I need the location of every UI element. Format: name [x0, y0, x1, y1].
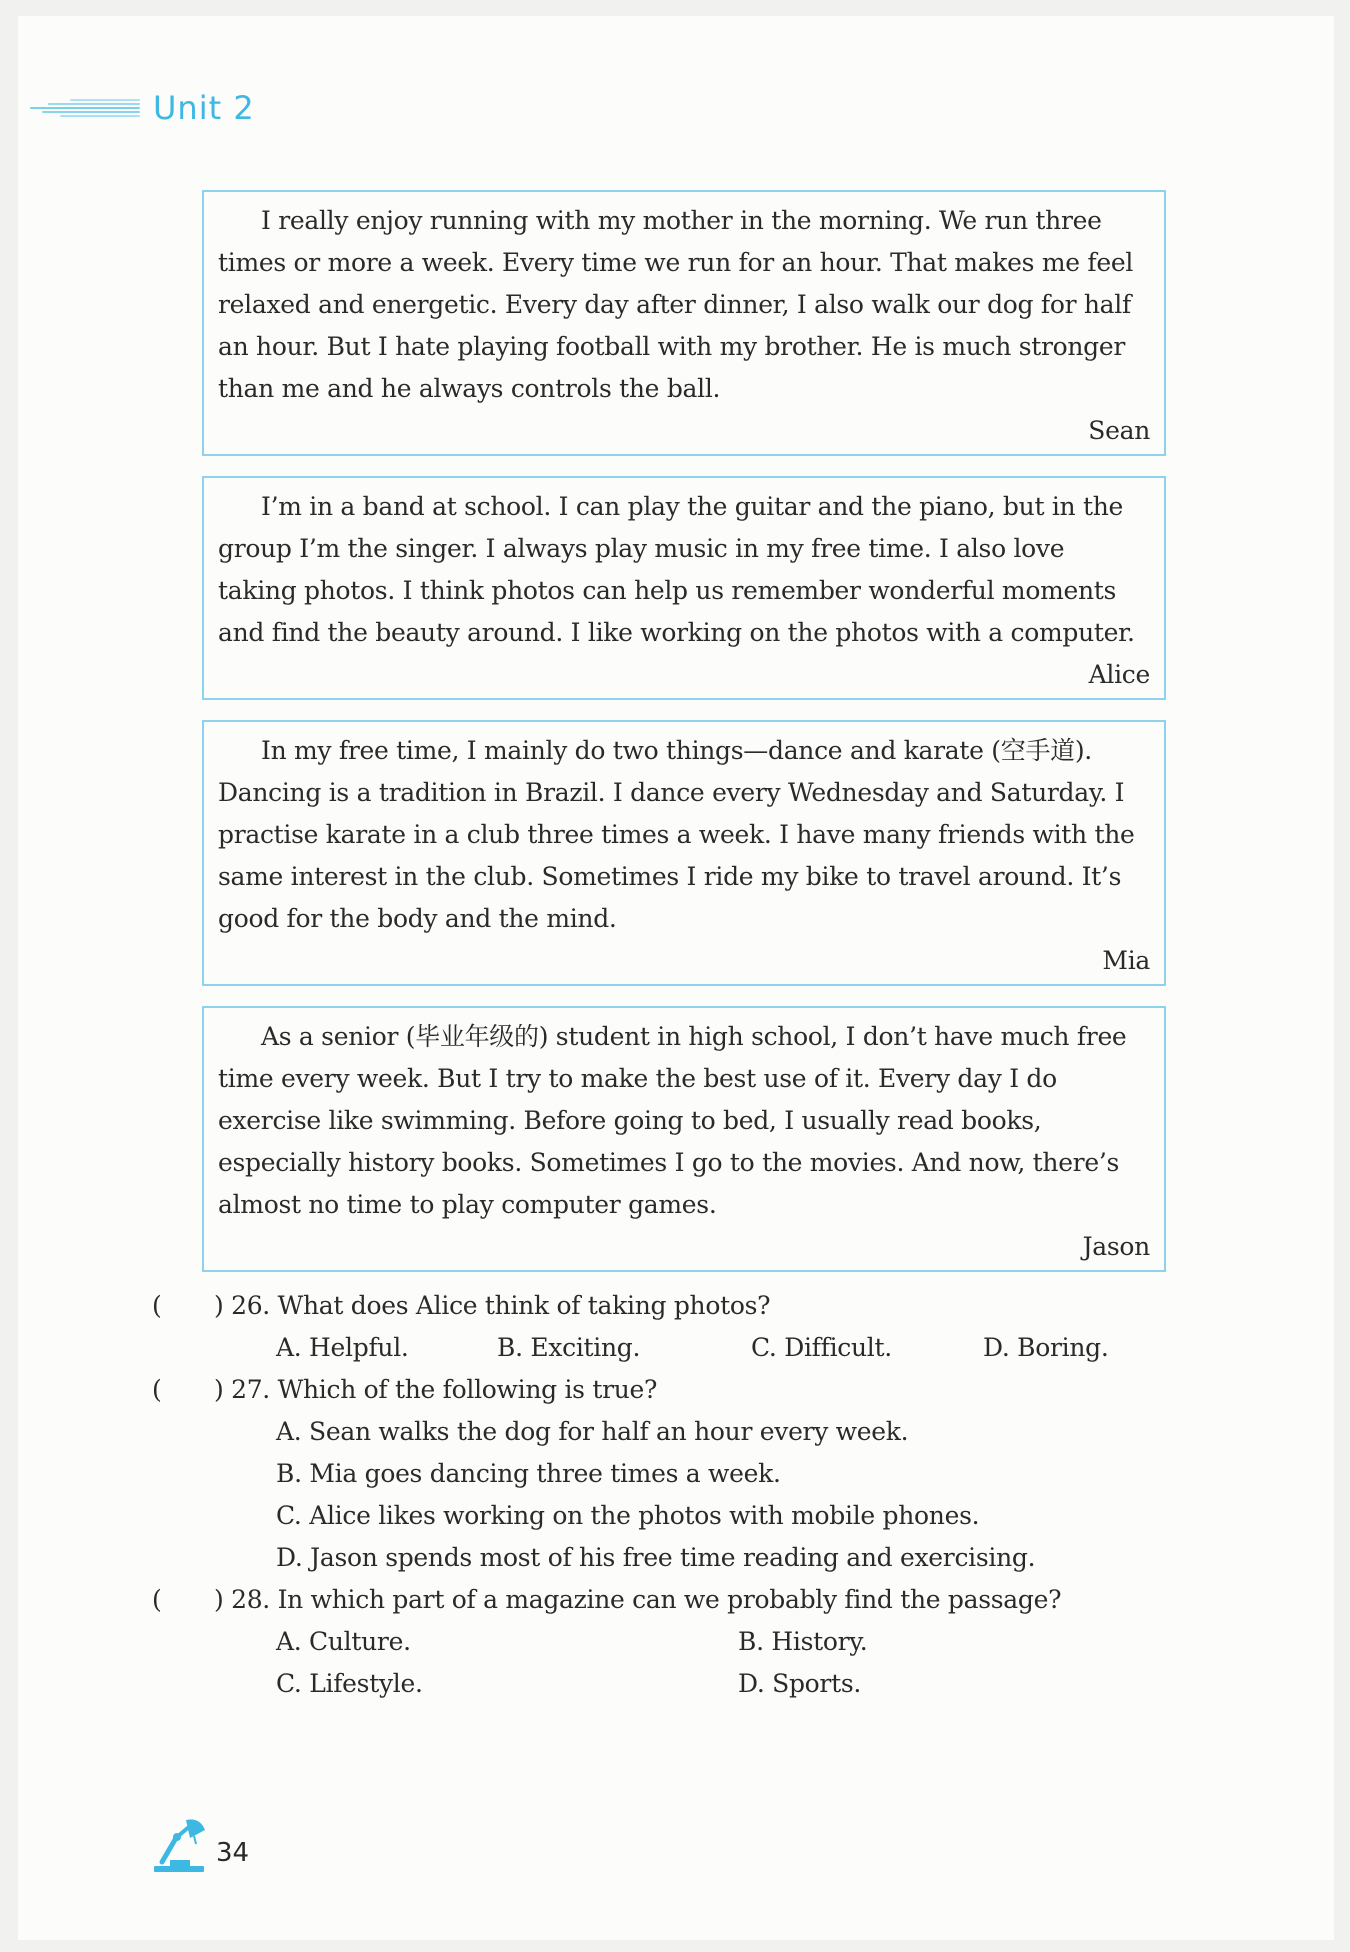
option-b: B. Mia goes dancing three times a week.: [276, 1459, 781, 1488]
option-a: A. Helpful.: [276, 1333, 409, 1362]
passage-box-sean: [202, 190, 1166, 456]
option-c: C. Alice likes working on the photos with mobile phones.: [276, 1501, 980, 1530]
page-number: 34: [216, 1838, 250, 1868]
option-c: C. Lifestyle.: [276, 1669, 423, 1698]
answer-bracket[interactable]: (: [152, 1375, 162, 1404]
passage-text: As a senior (毕业年级的) student in high school, I don’t have much free time every week. But I try to make the best use of it. Every day I do exercise like swimming. Before going to bed, I usually read books, especially history books. Sometimes I go to the movies. And now, there’s almost no time to play computer games.: [218, 1022, 1127, 1219]
passage-text: In my free time, I mainly do two things—dance and karate (空手道). Dancing is a tradition in Brazil. I dance every Wednesday and Saturday. I practise karate in a club three times a week. I have many friends with the same interest in the club. Sometimes I ride my bike to travel around. It’s good for the body and the mind.: [218, 736, 1135, 933]
passage-author: Mia: [1102, 946, 1150, 975]
passage-box-alice: [202, 476, 1166, 700]
question-text: ) 26. What does Alice think of taking photos?: [214, 1291, 771, 1320]
option-d: D. Sports.: [738, 1669, 862, 1698]
option-b: B. History.: [738, 1627, 868, 1656]
passage-author: Alice: [1088, 660, 1150, 689]
passage-text: I really enjoy running with my mother in the morning. We run three times or more a week. Every time we run for an hour. That makes me feel relaxed and energetic. Every day after dinner, I also walk our dog for half an hour. But I hate playing football with my brother. He is much stronger than me and he always controls the ball.: [218, 206, 1134, 403]
option-d: D. Jason spends most of his free time reading and exercising.: [276, 1543, 1036, 1572]
option-d: D. Boring.: [983, 1333, 1109, 1362]
option-c: C. Difficult.: [751, 1333, 892, 1362]
header-stripes-decoration: [22, 99, 140, 119]
passage-author: Jason: [1082, 1232, 1150, 1261]
passage-box-jason: [202, 1006, 1166, 1272]
option-a: A. Culture.: [276, 1627, 411, 1656]
question-text: ) 28. In which part of a magazine can we probably find the passage?: [214, 1585, 1062, 1614]
question-text: ) 27. Which of the following is true?: [214, 1375, 658, 1404]
passage-text: I’m in a band at school. I can play the guitar and the piano, but in the group I’m the singer. I always play music in my free time. I also love taking photos. I think photos can help us remember wonderful moments and find the beauty around. I like working on the photos with a computer.: [218, 492, 1135, 647]
answer-bracket[interactable]: (: [152, 1291, 162, 1320]
passage-author: Sean: [1088, 416, 1150, 445]
option-b: B. Exciting.: [497, 1333, 641, 1362]
option-a: A. Sean walks the dog for half an hour every week.: [276, 1417, 909, 1446]
desk-lamp-icon: [150, 1818, 208, 1874]
passage-box-mia: [202, 720, 1166, 986]
unit-title: Unit 2: [153, 89, 255, 127]
unit-header: [0, 88, 600, 128]
answer-bracket[interactable]: (: [152, 1585, 162, 1614]
